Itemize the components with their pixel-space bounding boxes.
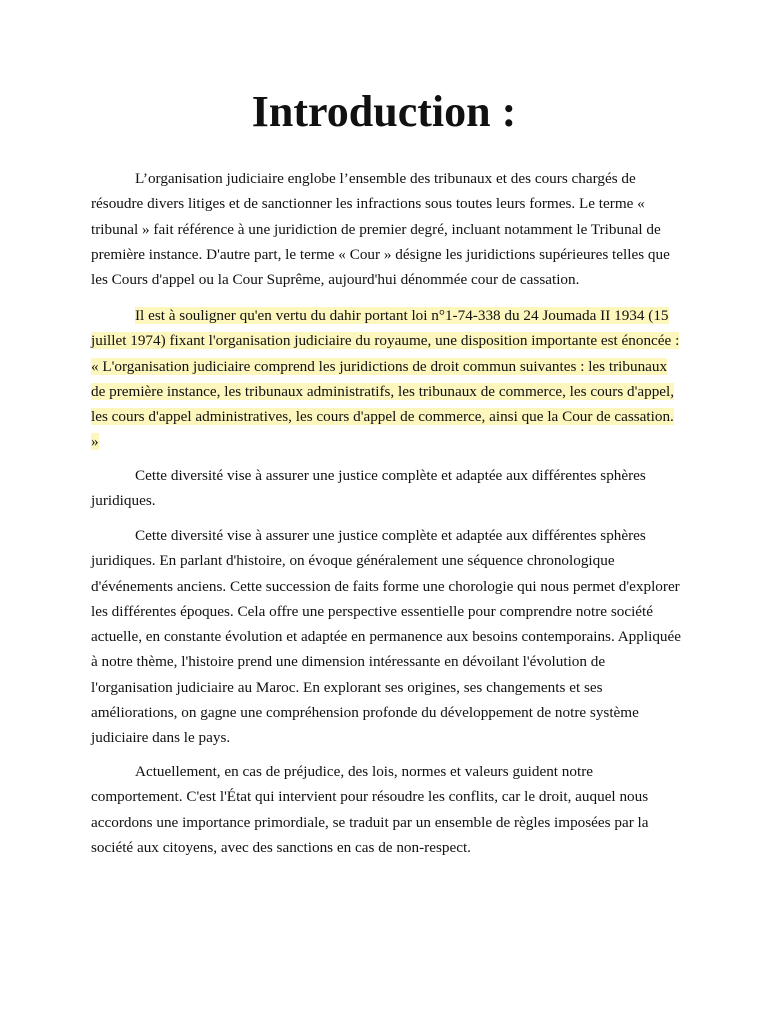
paragraph-current-law bbox=[91, 759, 681, 860]
paragraph-diversity bbox=[91, 463, 681, 514]
paragraph-history bbox=[91, 523, 681, 751]
paragraph-definition bbox=[91, 166, 681, 292]
paragraph-text: Cette diversité vise à assurer une justice complète et adaptée aux différentes sphères juridiques. En parlant d'histoire, on évoque généralement une séquence chronologique d'événements anciens. Cette succession de faits forme une chorologie qui nous permet d'explorer les différentes époques. Cela offre une perspective essentielle pour comprendre notre société actuelle, en constante évolution et adaptée en permanence aux besoins contemporains. Appliquée à notre thème, l'histoire prend une dimension intéressante en dévoilant l'évolution de l'organisation judiciaire au Maroc. En explorant ses origines, ses changements et ses améliorations, on gagne une compréhension profonde du développement de notre système judiciaire dans le pays. bbox=[91, 527, 681, 747]
highlighted-text: Il est à souligner qu'en vertu du dahir portant loi n°1-74-338 du 24 Joumada II 1934 (15 juillet 1974) fixant l'organisation judiciaire du royaume, une disposition importante est énoncée : « L'organisation judiciaire comprend les juridictions de droit commun suivantes : les tribunaux de première instance, les tribunaux administratifs, les tribunaux de commerce, les cours d'appel, les cours d'appel administratives, les cours d'appel de commerce, ainsi que la Cour de cassation. » bbox=[91, 307, 680, 451]
page-title: Introduction : bbox=[251, 87, 517, 136]
paragraph-text: Cette diversité vise à assurer une justice complète et adaptée aux différentes sphères juridiques. bbox=[91, 467, 646, 510]
paragraph-text: Actuellement, en cas de préjudice, des lois, normes et valeurs guident notre comportement. C'est l'État qui intervient pour résoudre les conflits, car le droit, auquel nous accordons une importance primordiale, se traduit par un ensemble de règles imposées par la société aux citoyens, avec des sanctions en cas de non-respect. bbox=[91, 763, 649, 856]
paragraph-dahir-highlighted bbox=[91, 303, 681, 455]
paragraph-text: L’organisation judiciaire englobe l’ensemble des tribunaux et des cours chargés de résoudre divers litiges et de sanctionner les infractions sous toutes leurs formes. Le terme « tribunal » fait référence à une juridiction de premier degré, incluant notamment le Tribunal de première instance. D'autre part, le terme « Cour » désigne les juridictions supérieures telles que les Cours d'appel ou la Cour Suprême, aujourd'hui dénommée cour de cassation. bbox=[91, 170, 670, 289]
